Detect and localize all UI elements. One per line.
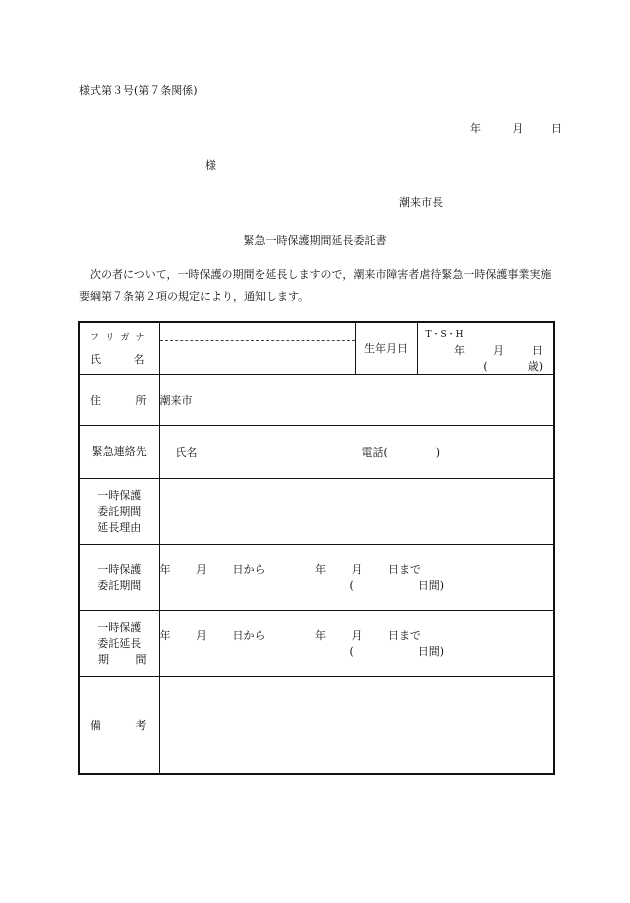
remarks-field[interactable] bbox=[159, 677, 554, 774]
dob-field[interactable] bbox=[417, 322, 554, 375]
emergency-name-label: 氏名 bbox=[175, 446, 198, 459]
extended-period-label: 一時保護 委託延長 期 間 bbox=[79, 611, 159, 677]
name-input[interactable] bbox=[160, 341, 355, 374]
document-title: 緊急一時保護期間延長委託書 bbox=[243, 234, 387, 247]
address-label: 住 所 bbox=[79, 375, 159, 426]
furigana-input[interactable] bbox=[160, 323, 355, 341]
emergency-phone-label: 電話( ) bbox=[361, 446, 441, 459]
row-name bbox=[79, 322, 554, 375]
body-text: 次の者について，一時保護の期間を延長しますので，潮来市障害者虐待緊急一時保護事業実施要綱第７条第２項の規定により，通知します。 bbox=[79, 268, 552, 303]
address-field[interactable] bbox=[159, 375, 554, 426]
date-year-unit: 年 bbox=[470, 122, 481, 135]
extension-reason-label: 一時保護 委託期間 延長理由 bbox=[79, 479, 159, 545]
age: ( 歳) bbox=[483, 360, 543, 373]
form-number: 様式第３号(第７条関係) bbox=[79, 84, 198, 97]
protection-period-field[interactable]: 年 月 日から 年 月 日まで ( 日間) bbox=[159, 545, 554, 611]
furigana-label: フ リ ガ ナ bbox=[90, 332, 145, 343]
row-remarks bbox=[79, 677, 554, 774]
row-extended-period bbox=[79, 611, 554, 677]
issue-date bbox=[470, 120, 562, 136]
name-label-cell bbox=[79, 322, 159, 375]
addressee-suffix: 様 bbox=[205, 159, 216, 172]
address-value: 潮来市 bbox=[159, 394, 193, 407]
dob-units: 年 月 日 bbox=[454, 344, 543, 357]
extension-reason-field[interactable] bbox=[159, 479, 554, 545]
sender: 潮来市長 bbox=[399, 196, 443, 209]
emergency-contact-label: 緊急連絡先 bbox=[79, 426, 159, 479]
row-address bbox=[79, 375, 554, 426]
remarks-label: 備 考 bbox=[79, 677, 159, 774]
row-extension-reason bbox=[79, 479, 554, 545]
era-options: T・S・H bbox=[425, 330, 464, 340]
emergency-contact-field[interactable] bbox=[159, 426, 554, 479]
extended-period-field[interactable]: 年 月 日から 年 月 日まで ( 日間) bbox=[159, 611, 554, 677]
protection-period-label: 一時保護 委託期間 bbox=[79, 545, 159, 611]
date-day-unit: 日 bbox=[551, 122, 562, 135]
date-month-unit: 月 bbox=[512, 122, 524, 135]
name-label: 氏 名 bbox=[90, 352, 145, 366]
dob-label: 生年月日 bbox=[355, 322, 417, 375]
row-emergency-contact bbox=[79, 426, 554, 479]
form-table bbox=[78, 321, 555, 775]
row-protection-period bbox=[79, 545, 554, 611]
name-field[interactable] bbox=[159, 322, 355, 375]
